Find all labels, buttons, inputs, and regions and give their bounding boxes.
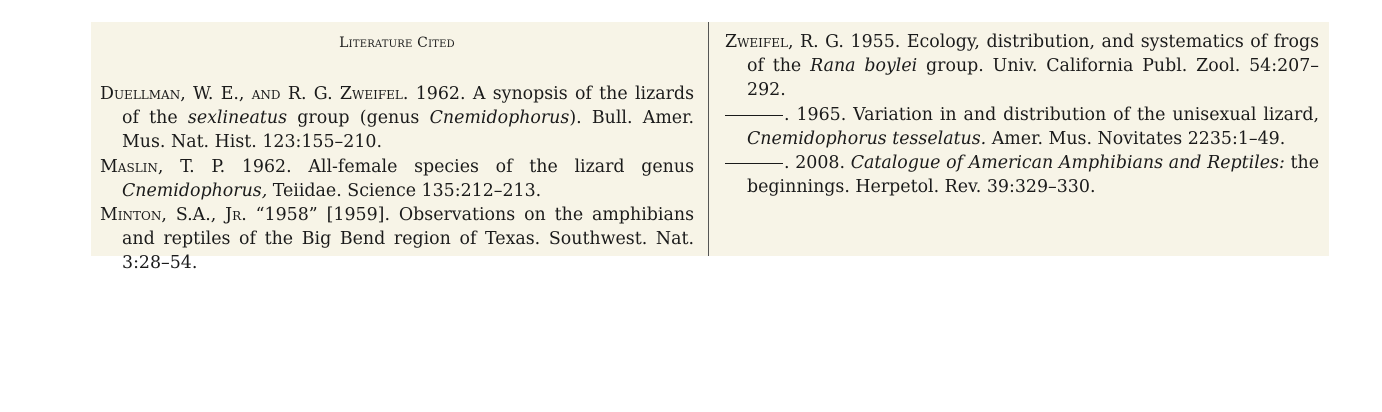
ref-text: Observations on the amphibians and reptiles of the Big Bend region of Texas. Southwest. Nat. 3:28–54. (122, 205, 694, 274)
ref-year: 1962. (415, 84, 466, 104)
ref-italic: Cnemidophorus, (122, 180, 268, 201)
ref-text: Ecology, distribution, and systematics of frogs of the (747, 32, 1320, 77)
reference-minton-1959 (100, 203, 694, 276)
ref-author: Minton, S.A., Jr. (100, 205, 247, 226)
ref-year: “1958” [1959]. (255, 205, 390, 226)
ref-italic: sexlineatus (187, 108, 288, 129)
reference-zweifel-1965 (725, 103, 1319, 151)
ref-author: Duellman, W. E., and R. G. Zweifel. (100, 84, 409, 104)
right-column (725, 30, 1319, 199)
ref-author: Maslin, T. P. (100, 156, 226, 177)
ref-italic: Cnemidophorus (429, 108, 570, 129)
reference-duellman-1962 (100, 82, 694, 155)
left-column (100, 22, 694, 276)
ref-text: All-female species of the lizard genus (308, 156, 695, 177)
ref-year: . 1965. (784, 104, 847, 125)
ref-italic: Cnemidophorus tesselatus. (747, 128, 987, 149)
ref-text: group. Univ. California Publ. Zool. 54:207–292. (747, 56, 1319, 101)
repeated-author-dash (725, 163, 783, 164)
reference-zweifel-2008 (725, 151, 1319, 199)
ref-text: Teiidae. Science 135:212–213. (272, 180, 542, 201)
ref-text: group (genus (297, 108, 420, 129)
reference-zweifel-1955 (725, 30, 1319, 103)
ref-year: 1962. (241, 156, 292, 177)
ref-year: 1955. (850, 32, 901, 52)
ref-italic: Catalogue of American Amphibians and Reptiles: (850, 153, 1285, 174)
ref-year: . 2008. (784, 153, 846, 174)
ref-text: A synopsis of the lizards of the (122, 84, 694, 129)
literature-cited-panel (91, 22, 1329, 274)
repeated-author-dash (725, 115, 783, 116)
ref-text: the beginnings. Herpetol. Rev. 39:329–330. (747, 153, 1320, 198)
ref-text: Amer. Mus. Novitates 2235:1–49. (991, 128, 1286, 149)
ref-author: Zweifel, R. G. (725, 32, 844, 52)
ref-text: ). Bull. Amer. Mus. Nat. Hist. 123:155–210. (122, 108, 695, 153)
ref-text: Variation in and distribution of the unisexual lizard, (853, 104, 1319, 125)
column-divider (708, 22, 709, 256)
reference-maslin-1962 (100, 155, 694, 203)
section-heading: Literature Cited (339, 35, 455, 51)
ref-italic: Rana boylei (810, 56, 918, 77)
